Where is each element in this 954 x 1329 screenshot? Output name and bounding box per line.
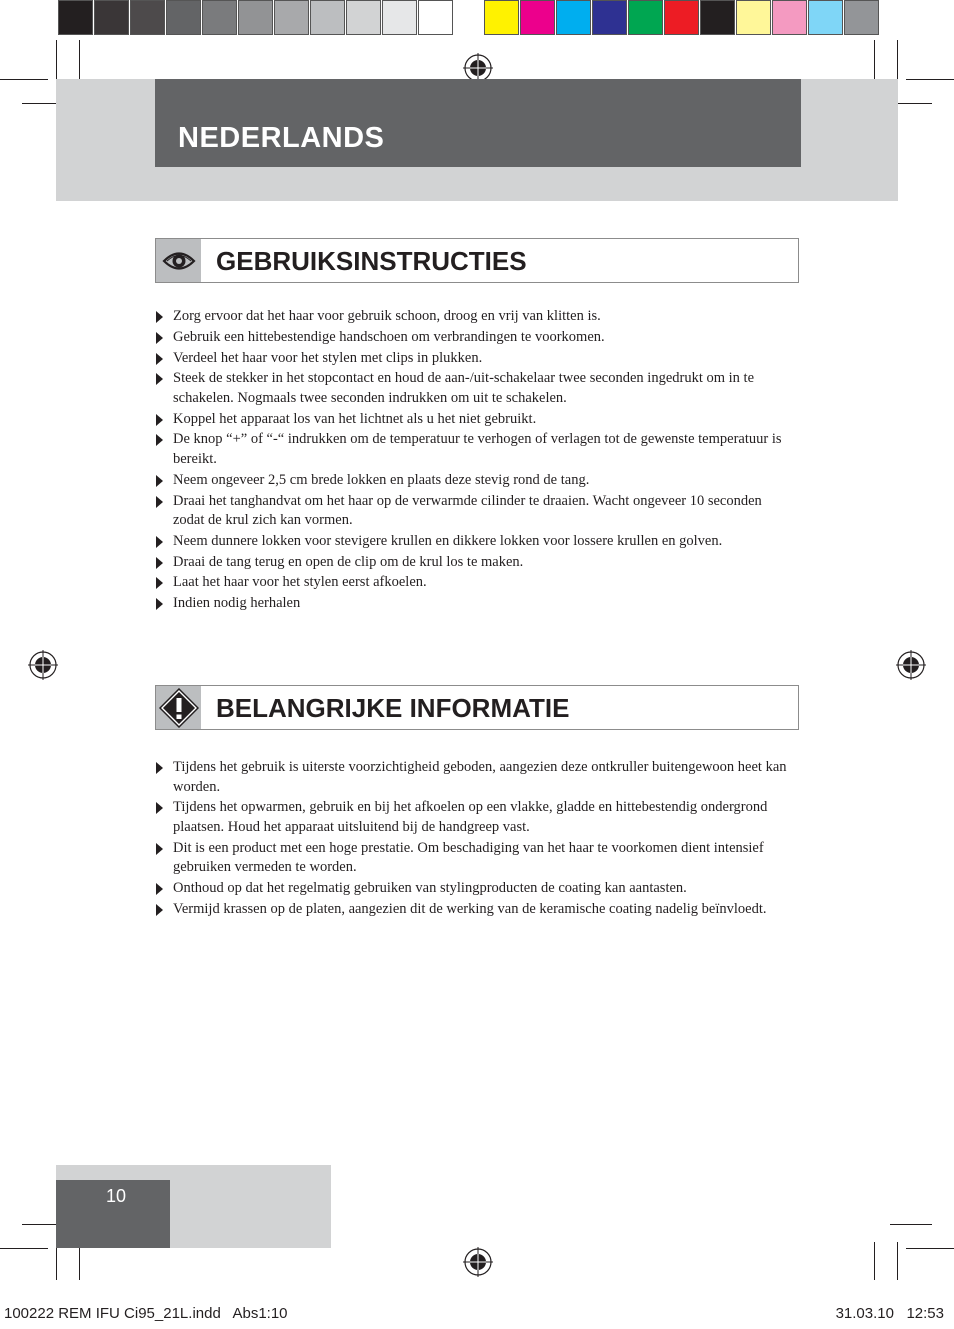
color-swatch <box>808 0 843 35</box>
list-item-text: Koppel het apparaat los van het lichtnet als u het niet gebruikt. <box>173 410 537 427</box>
list-item <box>155 553 795 573</box>
page-number: 10 <box>106 1186 127 1206</box>
color-swatch <box>700 0 735 35</box>
list-item <box>155 369 795 408</box>
color-swatch <box>130 0 165 35</box>
bullet-arrow-icon <box>156 762 163 774</box>
list-item-text: Tijdens het gebruik is uiterste voorzichtigheid geboden, aangezien deze ontkruller buitengewoon heet kan worden. <box>173 759 787 795</box>
color-swatch <box>166 0 201 35</box>
bullet-arrow-icon <box>156 475 163 487</box>
bullet-arrow-icon <box>156 536 163 548</box>
gray-color-bar <box>58 0 454 38</box>
bullet-arrow-icon <box>156 353 163 365</box>
color-swatch <box>520 0 555 35</box>
list-item-text: De knop “+” of “-“ indrukken om de temperatuur te verhogen of verlagen tot de gewenste temperatuur is bereikt. <box>173 431 782 467</box>
color-swatch <box>844 0 879 35</box>
section-header-important-info <box>155 685 799 730</box>
bullet-arrow-icon <box>156 843 163 855</box>
registration-mark-icon <box>896 650 926 680</box>
process-color-bar <box>484 0 880 38</box>
list-item-text: Draai het tanghandvat om het haar op de verwarmde cilinder te draaien. Wacht ongeveer 10 seconden zodat de krul zich kan vormen. <box>173 492 762 529</box>
bullet-arrow-icon <box>156 373 163 385</box>
list-item <box>155 492 795 531</box>
list-item <box>155 594 795 614</box>
bullet-arrow-icon <box>156 311 163 323</box>
eye-icon <box>156 239 201 282</box>
language-title: NEDERLANDS <box>178 122 385 154</box>
bullet-arrow-icon <box>156 557 163 569</box>
bullet-arrow-icon <box>156 332 163 344</box>
list-item <box>155 349 795 369</box>
list-item <box>155 879 795 899</box>
slug-date-info: 31.03.10 12:53 <box>835 1305 944 1322</box>
list-item <box>155 471 795 491</box>
warning-icon <box>156 686 201 729</box>
list-item <box>155 430 795 469</box>
bullet-arrow-icon <box>156 414 163 426</box>
list-item <box>155 573 795 593</box>
color-swatch <box>382 0 417 35</box>
bullet-arrow-icon <box>156 577 163 589</box>
list-item-text: Zorg ervoor dat het haar voor gebruik schoon, droog en vrij van klitten is. <box>173 308 601 324</box>
section-header-instructions <box>155 238 799 283</box>
list-item-text: Neem dunnere lokken voor stevigere krullen en dikkere lokken voor lossere krullen en golven. <box>173 532 723 549</box>
color-swatch <box>58 0 93 35</box>
color-swatch <box>664 0 699 35</box>
list-item-text: Vermijd krassen op de platen, aangezien dit de werking van de keramische coating nadelig beïnvloedt. <box>173 900 767 917</box>
list-item <box>155 798 795 837</box>
list-item-text: Steek de stekker in het stopcontact en houd de aan-/uit-schakelaar twee seconden ingedrukt om in te schakelen. Nogmaals twee seconden indrukken om uit te schakelen. <box>173 370 755 406</box>
registration-mark-icon <box>28 650 58 680</box>
list-item <box>155 839 795 878</box>
color-swatch <box>484 0 519 35</box>
bullet-arrow-icon <box>156 904 163 916</box>
list-item-text: Verdeel het haar voor het stylen met clips in plukken. <box>173 349 483 366</box>
color-swatch <box>346 0 381 35</box>
registration-mark-icon <box>463 1247 493 1277</box>
color-swatch <box>772 0 807 35</box>
bullet-arrow-icon <box>156 496 163 508</box>
color-swatch <box>736 0 771 35</box>
list-item <box>155 328 795 348</box>
color-swatch <box>94 0 129 35</box>
list-item-text: Draai de tang terug en open de clip om de krul los te maken. <box>173 553 524 570</box>
list-item <box>155 758 795 797</box>
color-swatch <box>274 0 309 35</box>
list-item <box>155 900 795 920</box>
list-item-text: Gebruik een hittebestendige handschoen om verbrandingen te voorkomen. <box>173 328 605 345</box>
color-swatch <box>556 0 591 35</box>
section-title: GEBRUIKSINSTRUCTIES <box>216 246 527 276</box>
list-item-text: Indien nodig herhalen <box>173 595 301 612</box>
color-swatch <box>238 0 273 35</box>
list-item <box>155 410 795 430</box>
list-item-text: Laat het haar voor het stylen eerst afkoelen. <box>173 574 427 591</box>
color-swatch <box>592 0 627 35</box>
bullet-arrow-icon <box>156 883 163 895</box>
bullet-arrow-icon <box>156 802 163 814</box>
color-swatch <box>202 0 237 35</box>
bullet-arrow-icon <box>156 598 163 610</box>
slug-file-info: 100222 REM IFU Ci95_21L.indd Abs1:10 <box>4 1305 288 1322</box>
color-swatch <box>418 0 453 35</box>
color-swatch <box>310 0 345 35</box>
list-item-text: Dit is een product met een hoge prestatie. Om beschadiging van het haar te voorkomen dient intensief gebruiken vermeden te worden. <box>173 839 764 876</box>
list-item-text: Tijdens het opwarmen, gebruik en bij het afkoelen op een vlakke, gladde en hittebestendig ondergrond plaatsen. Houd het apparaat uitsluitend bij de handgreep vast. <box>173 799 768 835</box>
instructions-list <box>155 307 795 615</box>
important-info-list <box>155 758 795 920</box>
color-swatch <box>628 0 663 35</box>
bullet-arrow-icon <box>156 434 163 446</box>
list-item-text: Onthoud op dat het regelmatig gebruiken van stylingproducten de coating kan aantasten. <box>173 879 687 896</box>
list-item <box>155 307 795 327</box>
section-title: BELANGRIJKE INFORMATIE <box>216 693 570 723</box>
list-item <box>155 532 795 552</box>
list-item-text: Neem ongeveer 2,5 cm brede lokken en plaats deze stevig rond de tang. <box>173 471 590 488</box>
